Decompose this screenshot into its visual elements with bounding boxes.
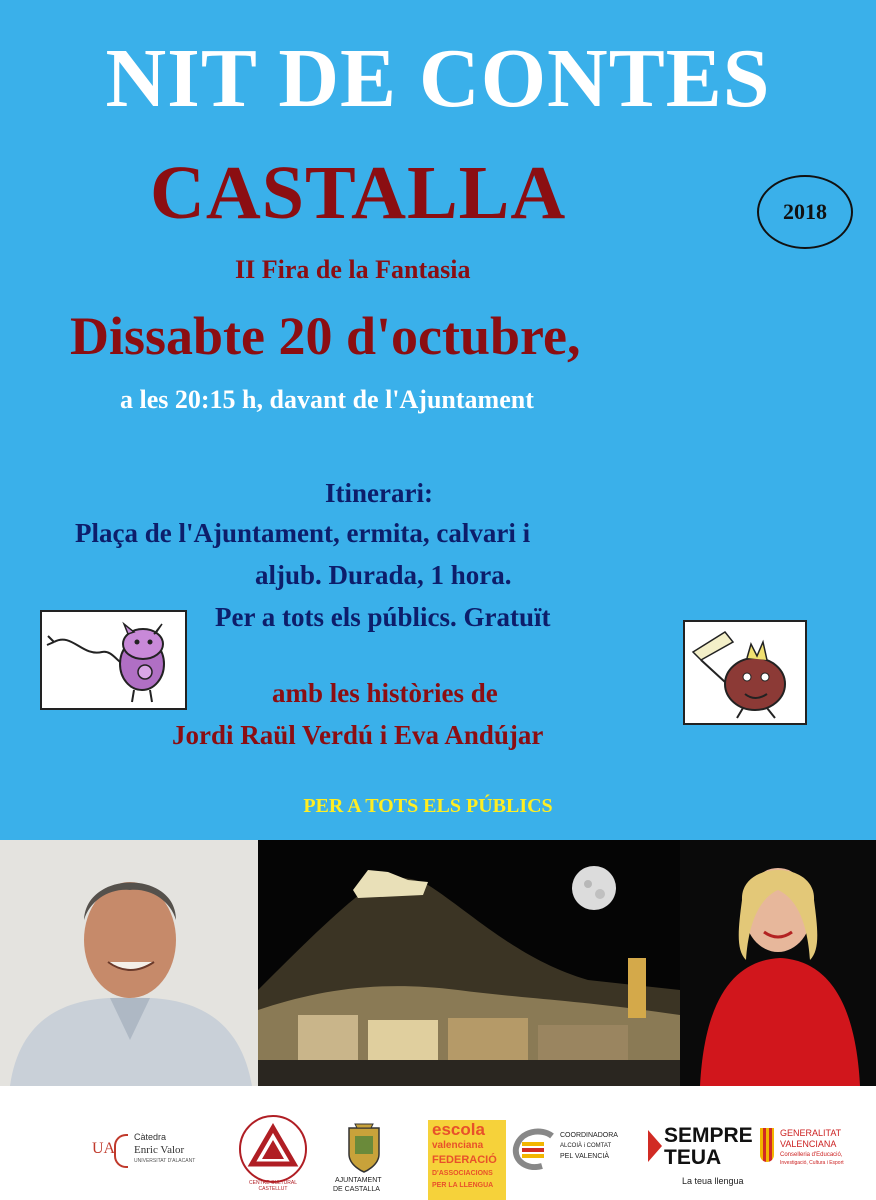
centre-cultural-logo: [238, 1114, 308, 1192]
sponsors-footer: [0, 1086, 876, 1200]
year-text: 2018: [783, 199, 827, 224]
event-date: Dissabte 20 d'octubre,: [70, 306, 581, 366]
ajuntament-logo: [325, 1120, 403, 1200]
ua-line3: UNIVERSITAT D'ALACANT: [134, 1158, 196, 1164]
ua-bracket-icon: [114, 1134, 128, 1168]
storyteller-photo-left: [0, 840, 258, 1086]
escola-line1: escola: [432, 1120, 485, 1139]
sempre-teua-line1: SEMPRE: [664, 1124, 753, 1147]
route-line-3: Per a tots els públics. Gratuït: [215, 602, 551, 632]
monster-illustration: [683, 620, 807, 725]
escola-line3: FEDERACIÓ: [432, 1154, 497, 1166]
generalitat-line4: Investigació, Cultura i Esport: [780, 1160, 844, 1166]
route-line-2: aljub. Durada, 1 hora.: [255, 560, 512, 590]
ajuntament-line2: DE CASTALLA: [333, 1186, 380, 1193]
storyteller-photo-right: [680, 840, 876, 1086]
ajuntament-line1: AJUNTAMENT: [335, 1177, 382, 1184]
escola-valenciana-logo: [428, 1120, 506, 1200]
escola-line4: D'ASSOCIACIONS: [432, 1170, 493, 1177]
escola-line2: valenciana: [432, 1140, 484, 1151]
photo-strip: [0, 840, 876, 1086]
storytellers: Jordi Raül Verdú i Eva Andújar: [172, 720, 544, 750]
town-title: CASTALLA: [150, 151, 567, 235]
castalla-night-photo: [258, 840, 680, 1086]
generalitat-line3: Conselleria d'Educació,: [780, 1152, 843, 1158]
audience-banner: PER A TOTS ELS PÚBLICS: [303, 795, 553, 817]
devil-illustration: [40, 610, 187, 710]
ua-line2: Enric Valor: [134, 1144, 185, 1156]
coordinadora-logo: [512, 1126, 640, 1176]
centre-cultural-text: CENTRE CULTURAL CASTELLUT: [249, 1180, 297, 1192]
year-badge: [757, 175, 853, 249]
route-line-1: Plaça de l'Ajuntament, ermita, calvari i: [75, 518, 531, 548]
sempre-teua-line3: La teua llengua: [682, 1176, 744, 1186]
coat-of-arms-icon: [325, 1120, 403, 1176]
ua-mark: UA: [92, 1140, 116, 1157]
fair-subtitle: II Fira de la Fantasia: [235, 255, 471, 284]
stories-intro: amb les històries de: [272, 678, 498, 708]
generalitat-line2: VALENCIANA: [780, 1139, 837, 1149]
coordinadora-line1: COORDINADORA: [560, 1132, 618, 1139]
sempre-teua-arrow-icon: [648, 1130, 662, 1162]
ua-line1: Càtedra: [134, 1132, 167, 1142]
generalitat-logo: [760, 1126, 872, 1186]
sempre-teua-line2: TEUA: [664, 1146, 722, 1169]
centre-cultural-emblem-icon: [238, 1114, 308, 1184]
generalitat-emblem-icon: [760, 1128, 774, 1162]
coordinadora-swirl-icon: [512, 1126, 556, 1170]
event-time-place: a les 20:15 h, davant de l'Ajuntament: [120, 385, 534, 414]
coordinadora-line3: PEL VALENCIÀ: [560, 1153, 610, 1160]
itinerary-label: Itinerari:: [325, 478, 433, 508]
generalitat-line1: GENERALITAT: [780, 1128, 842, 1138]
escola-line5: PER LA LLENGUA: [432, 1182, 494, 1189]
coordinadora-line2: ALCOIÀ i COMTAT: [560, 1143, 612, 1149]
ua-catedra-logo: [92, 1128, 212, 1178]
event-title: NIT DE CONTES: [105, 32, 771, 125]
sempre-teua-logo: [648, 1124, 753, 1196]
